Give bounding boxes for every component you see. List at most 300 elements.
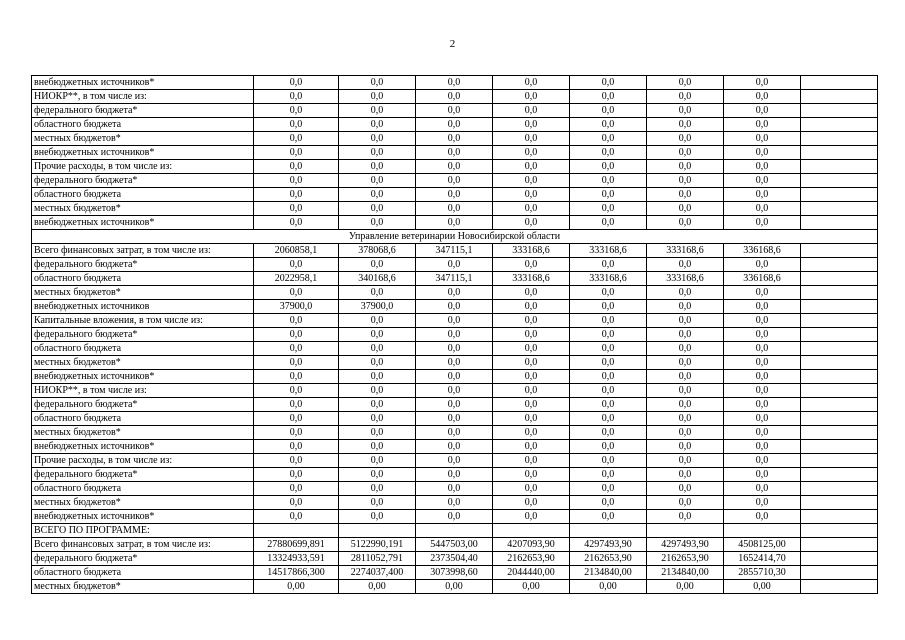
value-cell: 0,0	[570, 146, 647, 160]
value-cell: 0,0	[724, 132, 801, 146]
table-row	[32, 496, 878, 510]
value-cell: 0,0	[493, 356, 570, 370]
value-cell: 336168,6	[724, 244, 801, 258]
value-cell: 0,0	[570, 510, 647, 524]
table-row	[32, 566, 878, 580]
value-cell: 378068,6	[339, 244, 416, 258]
value-cell: 0,0	[647, 426, 724, 440]
empty-cell	[801, 510, 878, 524]
value-cell: 0,0	[416, 188, 493, 202]
value-cell: 0,00	[647, 580, 724, 594]
value-cell: 0,0	[570, 328, 647, 342]
value-cell: 0,0	[724, 286, 801, 300]
table-row	[32, 552, 878, 566]
value-cell: 0,0	[724, 174, 801, 188]
value-cell: 333168,6	[493, 244, 570, 258]
value-cell: 0,0	[647, 482, 724, 496]
value-cell: 0,0	[339, 356, 416, 370]
value-cell: 0,0	[493, 426, 570, 440]
value-cell: 0,0	[416, 300, 493, 314]
value-cell: 0,0	[339, 412, 416, 426]
value-cell: 0,0	[570, 454, 647, 468]
row-label: областного бюджета	[32, 118, 254, 132]
row-label: областного бюджета	[32, 188, 254, 202]
value-cell: 0,0	[493, 132, 570, 146]
value-cell: 333168,6	[647, 244, 724, 258]
empty-cell	[801, 496, 878, 510]
empty-cell	[801, 370, 878, 384]
value-cell: 0,0	[647, 216, 724, 230]
financing-table	[31, 75, 878, 594]
empty-cell	[801, 342, 878, 356]
value-cell: 0,0	[339, 202, 416, 216]
value-cell: 0,0	[416, 468, 493, 482]
value-cell: 0,0	[254, 328, 339, 342]
value-cell: 340168,6	[339, 272, 416, 286]
value-cell	[724, 524, 801, 538]
value-cell: 4297493,90	[570, 538, 647, 552]
value-cell: 0,0	[254, 384, 339, 398]
value-cell: 0,0	[339, 76, 416, 90]
row-label: Всего финансовых затрат, в том числе из:	[32, 244, 254, 258]
value-cell: 0,0	[254, 202, 339, 216]
row-label: местных бюджетов*	[32, 580, 254, 594]
value-cell: 0,0	[416, 216, 493, 230]
value-cell: 0,0	[339, 258, 416, 272]
value-cell: 0,0	[570, 398, 647, 412]
value-cell: 0,0	[570, 356, 647, 370]
value-cell: 0,0	[416, 496, 493, 510]
value-cell: 0,0	[339, 132, 416, 146]
empty-cell	[801, 398, 878, 412]
value-cell: 0,0	[416, 328, 493, 342]
row-label: местных бюджетов*	[32, 356, 254, 370]
value-cell: 0,0	[493, 216, 570, 230]
value-cell: 0,0	[416, 258, 493, 272]
value-cell: 0,0	[339, 440, 416, 454]
value-cell: 0,0	[493, 188, 570, 202]
value-cell: 0,0	[339, 216, 416, 230]
empty-cell	[801, 524, 878, 538]
value-cell: 0,0	[339, 370, 416, 384]
value-cell: 2811052,791	[339, 552, 416, 566]
row-label: местных бюджетов*	[32, 426, 254, 440]
row-label: Прочие расходы, в том числе из:	[32, 160, 254, 174]
table-row	[32, 468, 878, 482]
value-cell: 0,0	[493, 146, 570, 160]
value-cell: 0,0	[570, 132, 647, 146]
value-cell: 0,0	[254, 216, 339, 230]
value-cell: 0,0	[724, 468, 801, 482]
table-row	[32, 300, 878, 314]
value-cell: 0,0	[724, 482, 801, 496]
value-cell: 0,00	[570, 580, 647, 594]
section-title: Управление ветеринарии Новосибирской области	[32, 230, 878, 244]
value-cell: 0,0	[724, 216, 801, 230]
empty-cell	[801, 118, 878, 132]
value-cell: 0,00	[254, 580, 339, 594]
value-cell: 5122990,191	[339, 538, 416, 552]
value-cell: 0,0	[254, 468, 339, 482]
value-cell: 0,0	[570, 76, 647, 90]
empty-cell	[801, 468, 878, 482]
value-cell: 0,0	[570, 174, 647, 188]
value-cell: 0,0	[254, 440, 339, 454]
value-cell: 0,0	[254, 146, 339, 160]
row-label: Прочие расходы, в том числе из:	[32, 454, 254, 468]
value-cell: 0,0	[493, 118, 570, 132]
value-cell: 0,0	[570, 300, 647, 314]
value-cell: 336168,6	[724, 272, 801, 286]
table-row	[32, 426, 878, 440]
value-cell: 0,0	[570, 426, 647, 440]
row-label: федерального бюджета*	[32, 104, 254, 118]
value-cell	[647, 524, 724, 538]
value-cell: 2373504,40	[416, 552, 493, 566]
value-cell: 0,00	[416, 580, 493, 594]
value-cell: 0,0	[570, 342, 647, 356]
empty-cell	[801, 132, 878, 146]
value-cell: 37900,0	[339, 300, 416, 314]
value-cell: 0,0	[724, 328, 801, 342]
value-cell: 0,0	[254, 258, 339, 272]
value-cell: 2855710,30	[724, 566, 801, 580]
value-cell: 0,0	[647, 146, 724, 160]
table-row	[32, 118, 878, 132]
value-cell: 0,0	[339, 174, 416, 188]
value-cell: 0,0	[570, 314, 647, 328]
empty-cell	[801, 160, 878, 174]
table-row	[32, 328, 878, 342]
value-cell: 2162653,90	[493, 552, 570, 566]
value-cell: 0,0	[254, 356, 339, 370]
value-cell: 2044440,00	[493, 566, 570, 580]
value-cell: 0,0	[724, 454, 801, 468]
value-cell: 0,0	[254, 188, 339, 202]
value-cell: 0,0	[339, 160, 416, 174]
value-cell: 0,0	[254, 90, 339, 104]
value-cell: 347115,1	[416, 272, 493, 286]
value-cell: 27880699,891	[254, 538, 339, 552]
value-cell: 0,0	[416, 174, 493, 188]
table-row	[32, 412, 878, 426]
value-cell: 0,0	[570, 370, 647, 384]
empty-cell	[801, 314, 878, 328]
empty-cell	[801, 538, 878, 552]
value-cell: 0,0	[416, 342, 493, 356]
value-cell: 0,0	[254, 342, 339, 356]
empty-cell	[801, 258, 878, 272]
value-cell: 333168,6	[493, 272, 570, 286]
value-cell: 0,0	[724, 300, 801, 314]
table-row	[32, 440, 878, 454]
value-cell: 4508125,00	[724, 538, 801, 552]
value-cell: 0,0	[254, 496, 339, 510]
value-cell: 0,0	[647, 76, 724, 90]
table-row	[32, 510, 878, 524]
value-cell: 0,0	[724, 426, 801, 440]
empty-cell	[801, 566, 878, 580]
empty-cell	[801, 202, 878, 216]
value-cell: 0,0	[416, 356, 493, 370]
value-cell: 0,0	[254, 314, 339, 328]
value-cell: 0,0	[416, 412, 493, 426]
empty-cell	[801, 146, 878, 160]
row-label: федерального бюджета*	[32, 328, 254, 342]
value-cell: 0,0	[724, 258, 801, 272]
value-cell: 0,0	[647, 300, 724, 314]
table-row	[32, 146, 878, 160]
value-cell: 0,0	[416, 440, 493, 454]
table-row	[32, 104, 878, 118]
value-cell: 0,0	[647, 356, 724, 370]
empty-cell	[801, 482, 878, 496]
value-cell: 0,0	[416, 76, 493, 90]
row-label: федерального бюджета*	[32, 552, 254, 566]
value-cell: 0,0	[493, 258, 570, 272]
value-cell: 0,0	[416, 398, 493, 412]
value-cell: 0,0	[724, 370, 801, 384]
row-label: областного бюджета	[32, 566, 254, 580]
value-cell	[570, 524, 647, 538]
value-cell: 0,0	[570, 90, 647, 104]
section-header-row	[32, 230, 878, 244]
row-label: областного бюджета	[32, 272, 254, 286]
table-row	[32, 580, 878, 594]
value-cell: 0,0	[647, 384, 724, 398]
row-label: местных бюджетов*	[32, 132, 254, 146]
value-cell: 0,0	[339, 90, 416, 104]
value-cell: 0,00	[493, 580, 570, 594]
row-label: внебюджетных источников*	[32, 146, 254, 160]
value-cell: 0,0	[570, 104, 647, 118]
empty-cell	[801, 384, 878, 398]
row-label: ВСЕГО ПО ПРОГРАММЕ:	[32, 524, 254, 538]
row-label: НИОКР**, в том числе из:	[32, 90, 254, 104]
table-row	[32, 286, 878, 300]
value-cell: 3073998,60	[416, 566, 493, 580]
value-cell: 0,0	[647, 202, 724, 216]
row-label: НИОКР**, в том числе из:	[32, 384, 254, 398]
value-cell: 0,0	[254, 398, 339, 412]
value-cell: 0,0	[339, 482, 416, 496]
table-row	[32, 174, 878, 188]
value-cell: 0,0	[416, 482, 493, 496]
value-cell: 0,0	[570, 440, 647, 454]
value-cell: 0,0	[724, 314, 801, 328]
value-cell: 0,0	[416, 160, 493, 174]
value-cell: 0,0	[647, 160, 724, 174]
row-label: местных бюджетов*	[32, 202, 254, 216]
value-cell: 0,0	[647, 510, 724, 524]
value-cell: 5447503,00	[416, 538, 493, 552]
value-cell: 0,0	[647, 342, 724, 356]
table-row	[32, 482, 878, 496]
value-cell: 0,0	[724, 202, 801, 216]
value-cell	[339, 524, 416, 538]
value-cell: 0,0	[339, 454, 416, 468]
empty-cell	[801, 426, 878, 440]
table-row	[32, 216, 878, 230]
row-label: внебюджетных источников*	[32, 510, 254, 524]
value-cell: 0,0	[416, 384, 493, 398]
row-label: внебюджетных источников*	[32, 370, 254, 384]
value-cell: 0,0	[493, 510, 570, 524]
value-cell: 347115,1	[416, 244, 493, 258]
value-cell: 0,0	[416, 118, 493, 132]
table-row	[32, 160, 878, 174]
row-label: местных бюджетов*	[32, 496, 254, 510]
empty-cell	[801, 244, 878, 258]
value-cell: 0,0	[724, 384, 801, 398]
value-cell: 0,0	[724, 412, 801, 426]
value-cell: 0,0	[647, 412, 724, 426]
value-cell: 0,0	[493, 370, 570, 384]
value-cell: 0,0	[724, 496, 801, 510]
value-cell: 0,0	[570, 482, 647, 496]
value-cell: 333168,6	[647, 272, 724, 286]
value-cell: 0,0	[339, 328, 416, 342]
value-cell: 0,0	[647, 468, 724, 482]
value-cell: 2162653,90	[570, 552, 647, 566]
value-cell: 0,0	[724, 90, 801, 104]
value-cell: 0,0	[254, 370, 339, 384]
value-cell: 0,0	[254, 76, 339, 90]
value-cell	[254, 524, 339, 538]
empty-cell	[801, 412, 878, 426]
row-label: внебюджетных источников*	[32, 216, 254, 230]
value-cell: 0,0	[570, 412, 647, 426]
value-cell: 0,0	[416, 146, 493, 160]
row-label: федерального бюджета*	[32, 174, 254, 188]
table-row	[32, 370, 878, 384]
table-row	[32, 132, 878, 146]
value-cell: 0,0	[647, 314, 724, 328]
value-cell: 0,0	[647, 258, 724, 272]
table-row	[32, 384, 878, 398]
value-cell: 0,0	[254, 118, 339, 132]
table-row	[32, 314, 878, 328]
table-row	[32, 342, 878, 356]
empty-cell	[801, 552, 878, 566]
value-cell: 0,0	[724, 440, 801, 454]
value-cell: 0,0	[254, 482, 339, 496]
value-cell: 0,0	[416, 510, 493, 524]
table-row	[32, 538, 878, 552]
empty-cell	[801, 90, 878, 104]
value-cell: 2022958,1	[254, 272, 339, 286]
value-cell: 0,0	[724, 76, 801, 90]
value-cell: 0,0	[339, 104, 416, 118]
value-cell: 0,0	[254, 510, 339, 524]
empty-cell	[801, 300, 878, 314]
value-cell	[416, 524, 493, 538]
value-cell: 0,0	[416, 90, 493, 104]
value-cell: 0,0	[416, 202, 493, 216]
row-label: областного бюджета	[32, 412, 254, 426]
empty-cell	[801, 440, 878, 454]
value-cell: 0,0	[493, 160, 570, 174]
value-cell: 0,0	[647, 286, 724, 300]
value-cell: 13324933,591	[254, 552, 339, 566]
value-cell: 0,0	[254, 426, 339, 440]
value-cell: 0,0	[339, 468, 416, 482]
value-cell: 0,0	[570, 384, 647, 398]
value-cell: 0,0	[416, 104, 493, 118]
value-cell: 0,0	[493, 202, 570, 216]
value-cell: 0,0	[416, 286, 493, 300]
empty-cell	[801, 76, 878, 90]
value-cell: 0,0	[254, 286, 339, 300]
value-cell: 0,0	[339, 510, 416, 524]
value-cell: 4207093,90	[493, 538, 570, 552]
row-label: внебюджетных источников	[32, 300, 254, 314]
empty-cell	[801, 580, 878, 594]
table-row	[32, 454, 878, 468]
value-cell: 0,0	[493, 286, 570, 300]
value-cell: 2162653,90	[647, 552, 724, 566]
value-cell: 0,0	[570, 216, 647, 230]
empty-cell	[801, 188, 878, 202]
empty-cell	[801, 286, 878, 300]
value-cell: 0,0	[416, 454, 493, 468]
empty-cell	[801, 356, 878, 370]
value-cell: 0,0	[724, 118, 801, 132]
value-cell: 0,0	[416, 370, 493, 384]
value-cell: 0,0	[570, 468, 647, 482]
value-cell: 0,0	[724, 398, 801, 412]
value-cell: 0,0	[339, 146, 416, 160]
value-cell: 0,0	[570, 496, 647, 510]
empty-cell	[801, 216, 878, 230]
table-row	[32, 244, 878, 258]
row-label: внебюджетных источников*	[32, 76, 254, 90]
table-row	[32, 202, 878, 216]
value-cell: 0,0	[339, 314, 416, 328]
value-cell: 0,0	[493, 328, 570, 342]
value-cell: 0,0	[493, 482, 570, 496]
value-cell: 2134840,00	[647, 566, 724, 580]
table-row	[32, 398, 878, 412]
value-cell: 2060858,1	[254, 244, 339, 258]
table-row	[32, 524, 878, 538]
value-cell: 0,0	[254, 174, 339, 188]
value-cell: 0,0	[339, 426, 416, 440]
value-cell: 0,0	[254, 160, 339, 174]
empty-cell	[801, 328, 878, 342]
value-cell: 333168,6	[570, 272, 647, 286]
value-cell: 0,0	[416, 426, 493, 440]
value-cell: 0,0	[647, 398, 724, 412]
table-row	[32, 188, 878, 202]
value-cell: 0,0	[339, 118, 416, 132]
value-cell: 0,0	[724, 104, 801, 118]
value-cell: 0,0	[724, 160, 801, 174]
value-cell: 0,0	[493, 384, 570, 398]
value-cell: 0,0	[339, 398, 416, 412]
value-cell: 0,0	[647, 496, 724, 510]
row-label: областного бюджета	[32, 342, 254, 356]
page-number: 2	[449, 38, 456, 50]
value-cell: 0,0	[570, 160, 647, 174]
value-cell: 0,0	[493, 314, 570, 328]
value-cell: 0,0	[416, 314, 493, 328]
value-cell: 0,0	[254, 454, 339, 468]
value-cell: 0,0	[339, 188, 416, 202]
value-cell: 0,0	[254, 104, 339, 118]
row-label: федерального бюджета*	[32, 258, 254, 272]
value-cell: 0,0	[493, 412, 570, 426]
